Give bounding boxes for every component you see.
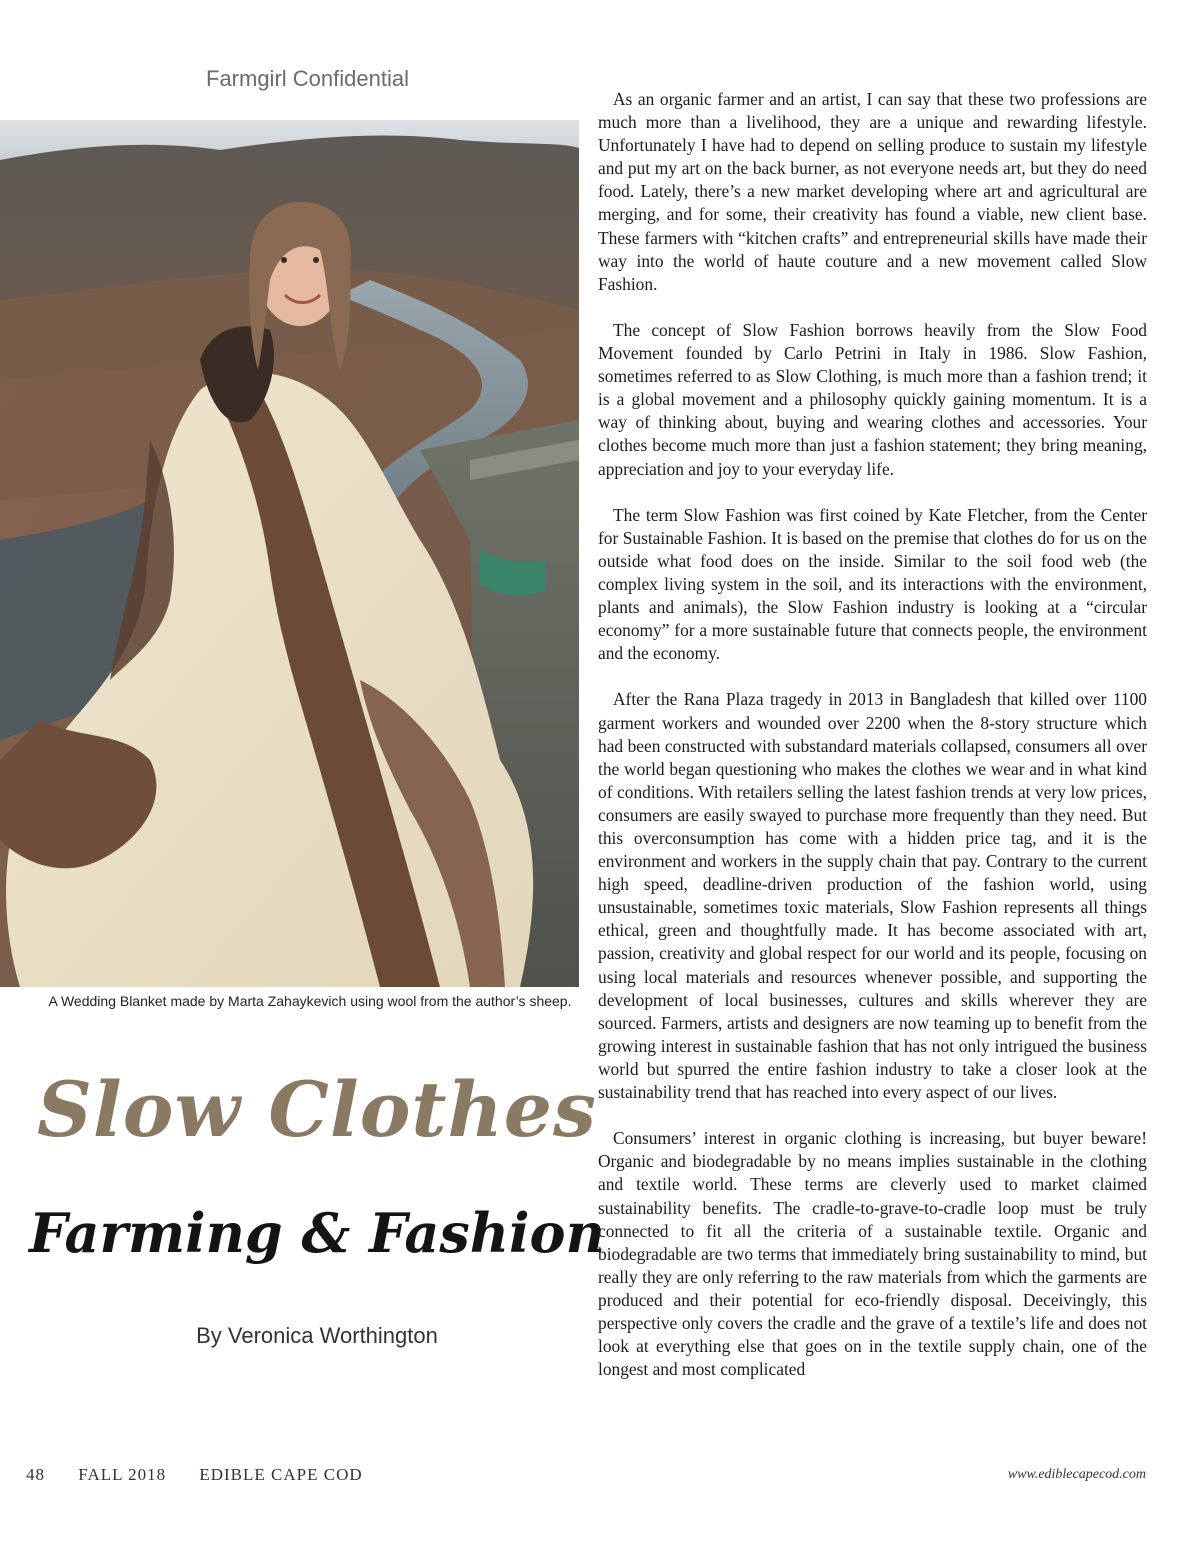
- article-paragraph: Consumers’ interest in organic clothing is increasing, but buyer beware! Organic and biodegradable by no means implies sustainable in the clothing and textile world. These terms are cleverly used to market claimed sustainability benefits. The cradle-to-grave-to-cradle loop must be truly connected to fit all the criteria of a sustainable textile. Organic and biodegradable are two terms that immediately bring sustainability to mind, but really they are only referring to the raw materials from which the garments are produced and their potential for eco-friendly disposal. Deceivingly, this perspective only covers the cradle and the grave of a textile’s life and does not look at everything else that goes on in the textile supply chain, one of the longest and most complicated: [598, 1128, 1147, 1380]
- article-headline: Slow Clothes: [37, 1065, 597, 1154]
- page-footer: [26, 1465, 391, 1485]
- article-paragraph: After the Rana Plaza tragedy in 2013 in Bangladesh that killed over 1100 garment workers and wounded over 2200 when the 8-story structure which had been constructed with substandard materials collapsed, consumers all over the world began questioning who makes the clothes we wear and in what kind of conditions. With retailers selling the latest fashion trends at very low prices, consumers are easily swayed to purchase more frequently than they need. But this overconsumption has come with a hidden price tag, and it is the environment and workers in the supply chain that pay. Contrary to the current high speed, deadline-driven production of the fashion world, using unsustainable, sometimes toxic materials, Slow Fashion represents all things ethical, green and thoughtfully made. It has become associated with art, passion, creativity and global respect for our world and its people, focusing on using local materials and resources whenever possible, and supporting the development of local businesses, cultures and skills wherever they are sourced. Farmers, artists and designers are now teaming up to benefit from the growing interest in sustainable fashion that has not only intrigued the business world but spurred the entire fashion industry to take a closer look at the sustainability trend that has reached into every aspect of our lives.: [598, 689, 1147, 1103]
- issue-label: FALL 2018: [78, 1465, 167, 1484]
- page-number: 48: [26, 1465, 45, 1484]
- photo-caption: A Wedding Blanket made by Marta Zahaykevich using wool from the author’s sheep.: [48, 993, 572, 1009]
- section-label: Farmgirl Confidential: [206, 66, 409, 91]
- publication-name: EDIBLE CAPE COD: [199, 1465, 363, 1484]
- article-subhead: Farming & Fashion: [29, 1201, 605, 1265]
- feature-photo: [0, 120, 579, 987]
- wedding-blanket-photo: [0, 120, 579, 987]
- website-link[interactable]: www.ediblecapecod.com: [1007, 1467, 1146, 1482]
- article-byline: By Veronica Worthington: [196, 1323, 438, 1348]
- article-body: [598, 88, 1147, 1381]
- article-paragraph: The term Slow Fashion was first coined by Kate Fletcher, from the Center for Sustainable Fashion. It is based on the premise that clothes do for us on the outside what food does on the inside. Similar to the soil food web (the complex living system in the soil, and its interactions with the environment, plants and animals), the Slow Fashion industry is looking at a “circular economy” for a more sustainable future that connects people, the environment and the economy.: [598, 504, 1147, 664]
- article-paragraph: The concept of Slow Fashion borrows heavily from the Slow Food Movement founded by Carlo Petrini in Italy in 1986. Slow Fashion, sometimes referred to as Slow Clothing, is much more than a fashion trend; it is a global movement and a philosophy quickly gaining momentum. It is a way of thinking about, buying and wearing clothes and accessories. Your clothes become much more than just a fashion statement; they bring meaning, appreciation and joy to your everyday life.: [598, 319, 1147, 479]
- article-paragraph: As an organic farmer and an artist, I can say that these two professions are much more than a livelihood, they are a unique and rewarding lifestyle. Unfortunately I have had to depend on selling produce to sustain my lifestyle and put my art on the back burner, as not everyone needs art, but they do need food. Lately, there’s a new market developing where art and agricultural are merging, and for some, their creativity has found a viable, new client base. These farmers with “kitchen crafts” and entrepreneurial skills have made their way into the world of haute couture and a new movement called Slow Fashion.: [598, 89, 1147, 294]
